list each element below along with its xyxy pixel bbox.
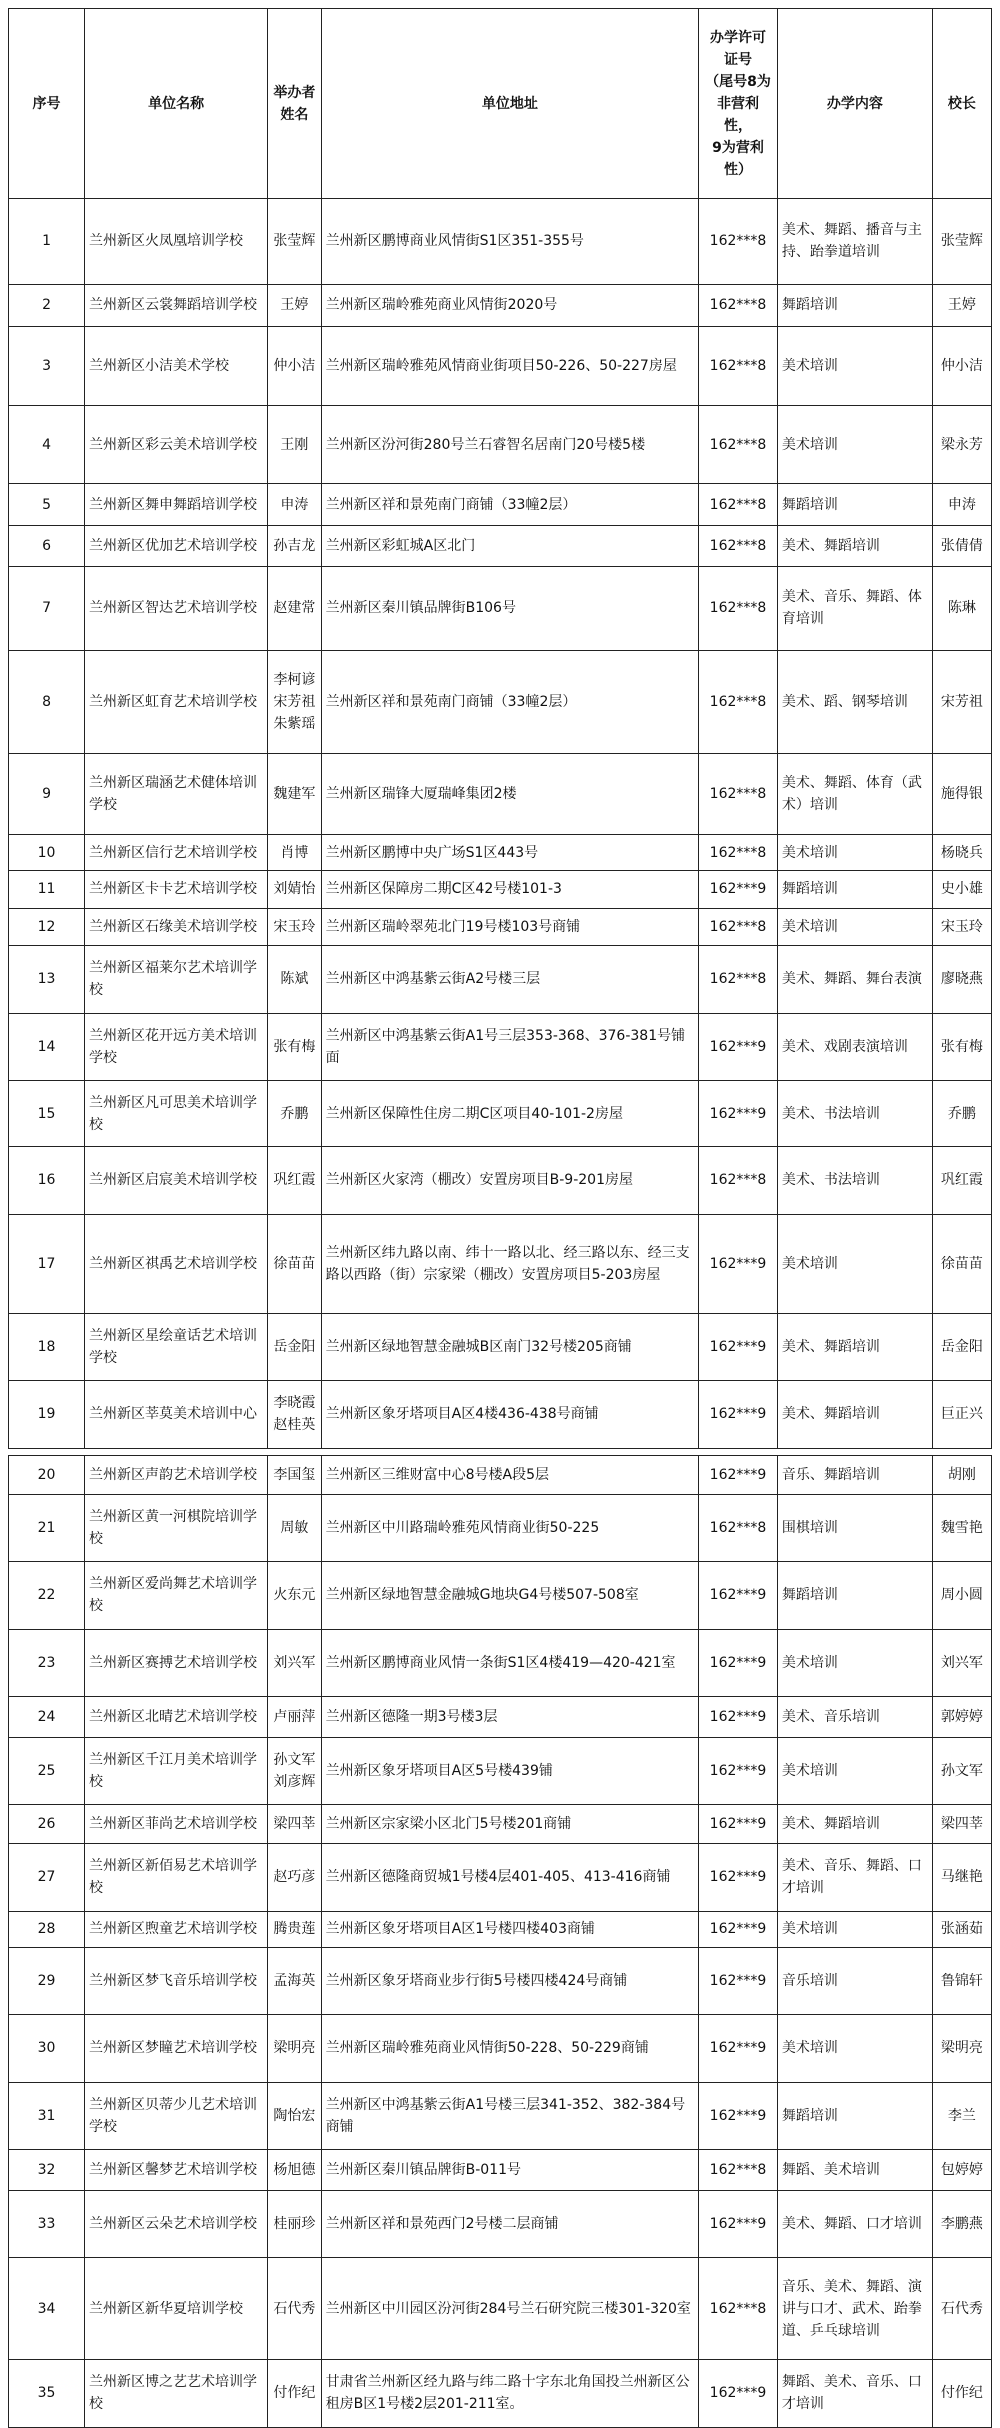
school-address: 兰州新区象牙塔项目A区4楼436-438号商铺 <box>321 1381 698 1449</box>
teaching-content: 舞蹈培训 <box>777 871 932 909</box>
table-row <box>9 835 992 871</box>
teaching-content: 音乐、舞蹈培训 <box>777 1455 932 1494</box>
teaching-content: 音乐、美术、舞蹈、演讲与口才、武术、跆拳道、乒乓球培训 <box>777 2258 932 2360</box>
row-number: 24 <box>9 1697 85 1738</box>
header-no: 序号 <box>9 9 85 199</box>
school-name: 兰州新区博之艺艺术培训学校 <box>85 2360 268 2428</box>
license-number: 162***9 <box>699 1381 778 1449</box>
school-address: 兰州新区祥和景苑南门商铺（33幢2层） <box>321 650 698 754</box>
license-number: 162***9 <box>699 1214 778 1313</box>
teaching-content: 美术、舞蹈培训 <box>777 1805 932 1844</box>
school-name: 兰州新区小洁美术学校 <box>85 326 268 406</box>
organizer-name: 付作纪 <box>268 2360 322 2428</box>
school-address: 兰州新区宗家梁小区北门5号楼201商铺 <box>321 1805 698 1844</box>
school-address: 兰州新区火家湾（棚改）安置房项目B-9-201房屋 <box>321 1147 698 1215</box>
principal-name: 鲁锦轩 <box>932 1947 991 2015</box>
principal-name: 廖晓燕 <box>932 946 991 1014</box>
school-name: 兰州新区莘莫美术培训中心 <box>85 1381 268 1449</box>
license-number: 162***8 <box>699 484 778 526</box>
principal-name: 岳金阳 <box>932 1313 991 1381</box>
license-number: 162***8 <box>699 526 778 567</box>
license-number: 162***9 <box>699 1013 778 1081</box>
license-number: 162***8 <box>699 199 778 285</box>
school-address: 兰州新区中鸿基紫云街A2号楼三层 <box>321 946 698 1014</box>
school-name: 兰州新区黄一河棋院培训学校 <box>85 1494 268 1562</box>
license-number: 162***8 <box>699 284 778 326</box>
principal-name: 仲小洁 <box>932 326 991 406</box>
table-row <box>9 2360 992 2428</box>
row-number: 7 <box>9 566 85 650</box>
principal-name: 张莹辉 <box>932 199 991 285</box>
license-number: 162***8 <box>699 1494 778 1562</box>
row-number: 27 <box>9 1844 85 1912</box>
school-name: 兰州新区舞申舞蹈培训学校 <box>85 484 268 526</box>
row-number: 15 <box>9 1081 85 1147</box>
table-row <box>9 2150 992 2191</box>
license-number: 162***9 <box>699 1737 778 1805</box>
license-number: 162***8 <box>699 326 778 406</box>
school-name: 兰州新区瑞涵艺术健体培训学校 <box>85 754 268 835</box>
table-row <box>9 650 992 754</box>
organizer-name: 桂丽珍 <box>268 2190 322 2258</box>
teaching-content: 舞蹈、美术培训 <box>777 2150 932 2191</box>
school-name: 兰州新区福莱尔艺术培训学校 <box>85 946 268 1014</box>
school-name: 兰州新区火凤凰培训学校 <box>85 199 268 285</box>
table-gap <box>9 1448 992 1455</box>
teaching-content: 美术培训 <box>777 1214 932 1313</box>
organizer-name: 周敏 <box>268 1494 322 1562</box>
principal-name: 魏雪艳 <box>932 1494 991 1562</box>
school-name: 兰州新区煦童艺术培训学校 <box>85 1911 268 1947</box>
teaching-content: 美术、戏剧表演培训 <box>777 1013 932 1081</box>
license-number: 162***9 <box>699 1313 778 1381</box>
organizer-name: 张莹辉 <box>268 199 322 285</box>
license-number: 162***8 <box>699 2258 778 2360</box>
row-number: 11 <box>9 871 85 909</box>
row-number: 35 <box>9 2360 85 2428</box>
table-row <box>9 566 992 650</box>
table-row <box>9 1494 992 1562</box>
principal-name: 梁四莘 <box>932 1805 991 1844</box>
table-row <box>9 406 992 484</box>
row-number: 10 <box>9 835 85 871</box>
license-number: 162***9 <box>699 1844 778 1912</box>
row-number: 34 <box>9 2258 85 2360</box>
organizer-name: 赵建常 <box>268 566 322 650</box>
schools-table-wrapper <box>8 8 992 2428</box>
table-row <box>9 484 992 526</box>
school-address: 兰州新区秦川镇品牌街B-011号 <box>321 2150 698 2191</box>
organizer-name: 李晓霞 赵桂英 <box>268 1381 322 1449</box>
row-number: 12 <box>9 908 85 946</box>
principal-name: 王婷 <box>932 284 991 326</box>
license-number: 162***9 <box>699 1455 778 1494</box>
license-number: 162***9 <box>699 2190 778 2258</box>
organizer-name: 杨旭德 <box>268 2150 322 2191</box>
school-name: 兰州新区祺禹艺术培训学校 <box>85 1214 268 1313</box>
school-address: 兰州新区祥和景苑西门2号楼二层商铺 <box>321 2190 698 2258</box>
license-number: 162***9 <box>699 1629 778 1697</box>
principal-name: 申涛 <box>932 484 991 526</box>
table-row <box>9 1697 992 1738</box>
table-row <box>9 1313 992 1381</box>
organizer-name: 孙文军 刘彦辉 <box>268 1737 322 1805</box>
license-number: 162***8 <box>699 946 778 1014</box>
header-principal: 校长 <box>932 9 991 199</box>
license-number: 162***9 <box>699 1081 778 1147</box>
teaching-content: 美术培训 <box>777 1737 932 1805</box>
teaching-content: 美术、舞蹈培训 <box>777 1381 932 1449</box>
principal-name: 宋玉玲 <box>932 908 991 946</box>
row-number: 19 <box>9 1381 85 1449</box>
table-row <box>9 1081 992 1147</box>
table-row <box>9 946 992 1014</box>
school-name: 兰州新区千江月美术培训学校 <box>85 1737 268 1805</box>
teaching-content: 围棋培训 <box>777 1494 932 1562</box>
teaching-content: 美术、书法培训 <box>777 1147 932 1215</box>
principal-name: 梁永芳 <box>932 406 991 484</box>
table-row <box>9 1911 992 1947</box>
teaching-content: 美术培训 <box>777 908 932 946</box>
organizer-name: 刘婧怡 <box>268 871 322 909</box>
school-address: 甘肃省兰州新区经九路与纬二路十字东北角国投兰州新区公租房B区1号楼2层201-211室。 <box>321 2360 698 2428</box>
row-number: 5 <box>9 484 85 526</box>
school-name: 兰州新区星绘童话艺术培训学校 <box>85 1313 268 1381</box>
row-number: 32 <box>9 2150 85 2191</box>
teaching-content: 舞蹈培训 <box>777 284 932 326</box>
teaching-content: 美术培训 <box>777 406 932 484</box>
license-number: 162***8 <box>699 835 778 871</box>
teaching-content: 美术、蹈、钢琴培训 <box>777 650 932 754</box>
school-address: 兰州新区秦川镇品牌街B106号 <box>321 566 698 650</box>
school-address: 兰州新区绿地智慧金融城B区南门32号楼205商铺 <box>321 1313 698 1381</box>
school-name: 兰州新区优加艺术培训学校 <box>85 526 268 567</box>
table-row <box>9 526 992 567</box>
organizer-name: 申涛 <box>268 484 322 526</box>
principal-name: 张涵茹 <box>932 1911 991 1947</box>
school-address: 兰州新区瑞岭翠苑北门19号楼103号商铺 <box>321 908 698 946</box>
school-address: 兰州新区瑞岭雅苑商业风情街50-228、50-229商铺 <box>321 2015 698 2083</box>
principal-name: 杨晓兵 <box>932 835 991 871</box>
schools-table <box>8 8 992 2428</box>
row-number: 20 <box>9 1455 85 1494</box>
license-number: 162***8 <box>699 566 778 650</box>
school-address: 兰州新区彩虹城A区北门 <box>321 526 698 567</box>
table-row <box>9 871 992 909</box>
organizer-name: 梁明亮 <box>268 2015 322 2083</box>
principal-name: 徐苗苗 <box>932 1214 991 1313</box>
table-row <box>9 1562 992 1630</box>
row-number: 17 <box>9 1214 85 1313</box>
school-address: 兰州新区鹏博商业风情一条街S1区4楼419—420-421室 <box>321 1629 698 1697</box>
row-number: 13 <box>9 946 85 1014</box>
license-number: 162***8 <box>699 650 778 754</box>
principal-name: 乔鹏 <box>932 1081 991 1147</box>
row-number: 2 <box>9 284 85 326</box>
teaching-content: 美术、舞蹈、舞台表演 <box>777 946 932 1014</box>
license-number: 162***9 <box>699 2082 778 2150</box>
school-name: 兰州新区菲尚艺术培训学校 <box>85 1805 268 1844</box>
teaching-content: 美术、舞蹈培训 <box>777 526 932 567</box>
teaching-content: 美术、书法培训 <box>777 1081 932 1147</box>
principal-name: 付作纪 <box>932 2360 991 2428</box>
table-row <box>9 1381 992 1449</box>
page-break-row <box>9 1448 992 1455</box>
table-row <box>9 1147 992 1215</box>
table-row <box>9 2082 992 2150</box>
organizer-name: 梁四莘 <box>268 1805 322 1844</box>
organizer-name: 卢丽萍 <box>268 1697 322 1738</box>
organizer-name: 宋玉玲 <box>268 908 322 946</box>
license-number: 162***8 <box>699 754 778 835</box>
license-number: 162***9 <box>699 1697 778 1738</box>
school-name: 兰州新区馨梦艺术培训学校 <box>85 2150 268 2191</box>
school-address: 兰州新区象牙塔项目A区5号楼439铺 <box>321 1737 698 1805</box>
table-row <box>9 1844 992 1912</box>
license-number: 162***8 <box>699 406 778 484</box>
school-name: 兰州新区赛搏艺术培训学校 <box>85 1629 268 1697</box>
school-name: 兰州新区爱尚舞艺术培训学校 <box>85 1562 268 1630</box>
school-name: 兰州新区梦飞音乐培训学校 <box>85 1947 268 2015</box>
teaching-content: 美术、舞蹈、体育（武术）培训 <box>777 754 932 835</box>
organizer-name: 陈斌 <box>268 946 322 1014</box>
teaching-content: 舞蹈培训 <box>777 2082 932 2150</box>
table-row <box>9 326 992 406</box>
principal-name: 巩红霞 <box>932 1147 991 1215</box>
table-row <box>9 908 992 946</box>
school-name: 兰州新区虹育艺术培训学校 <box>85 650 268 754</box>
table-body-part1 <box>9 199 992 1449</box>
row-number: 23 <box>9 1629 85 1697</box>
school-address: 兰州新区瑞岭雅苑风情商业街项目50-226、50-227房屋 <box>321 326 698 406</box>
table-row <box>9 2258 992 2360</box>
table-row <box>9 2190 992 2258</box>
organizer-name: 岳金阳 <box>268 1313 322 1381</box>
table-body-part2 <box>9 1455 992 2427</box>
school-name: 兰州新区石缘美术培训学校 <box>85 908 268 946</box>
school-address: 兰州新区中鸿基紫云街A1号三层353-368、376-381号铺面 <box>321 1013 698 1081</box>
license-number: 162***9 <box>699 1947 778 2015</box>
school-address: 兰州新区象牙塔商业步行街5号楼四楼424号商铺 <box>321 1947 698 2015</box>
organizer-name: 腾贵莲 <box>268 1911 322 1947</box>
teaching-content: 美术培训 <box>777 1911 932 1947</box>
school-address: 兰州新区鹏博商业风情街S1区351-355号 <box>321 199 698 285</box>
principal-name: 孙文军 <box>932 1737 991 1805</box>
header-name: 单位名称 <box>85 9 268 199</box>
license-number: 162***9 <box>699 1911 778 1947</box>
school-name: 兰州新区彩云美术培训学校 <box>85 406 268 484</box>
teaching-content: 舞蹈、美术、音乐、口才培训 <box>777 2360 932 2428</box>
organizer-name: 陶怡宏 <box>268 2082 322 2150</box>
license-number: 162***9 <box>699 1805 778 1844</box>
organizer-name: 肖博 <box>268 835 322 871</box>
principal-name: 张有梅 <box>932 1013 991 1081</box>
organizer-name: 巩红霞 <box>268 1147 322 1215</box>
school-address: 兰州新区纬九路以南、纬十一路以北、经三路以东、经三支路以西路（街）宗家梁（棚改）安置房项目5-203房屋 <box>321 1214 698 1313</box>
school-address: 兰州新区保障房二期C区42号楼101-3 <box>321 871 698 909</box>
school-name: 兰州新区新佰易艺术培训学校 <box>85 1844 268 1912</box>
row-number: 14 <box>9 1013 85 1081</box>
organizer-name: 刘兴军 <box>268 1629 322 1697</box>
organizer-name: 赵巧彦 <box>268 1844 322 1912</box>
school-address: 兰州新区三维财富中心8号楼A段5层 <box>321 1455 698 1494</box>
row-number: 6 <box>9 526 85 567</box>
organizer-name: 孙吉龙 <box>268 526 322 567</box>
table-row <box>9 284 992 326</box>
principal-name: 李鹏燕 <box>932 2190 991 2258</box>
organizer-name: 仲小洁 <box>268 326 322 406</box>
row-number: 8 <box>9 650 85 754</box>
school-address: 兰州新区汾河街280号兰石睿智名居南门20号楼5楼 <box>321 406 698 484</box>
table-row <box>9 754 992 835</box>
organizer-name: 火东元 <box>268 1562 322 1630</box>
school-address: 兰州新区祥和景苑南门商铺（33幢2层） <box>321 484 698 526</box>
school-address: 兰州新区德隆商贸城1号楼4层401-405、413-416商铺 <box>321 1844 698 1912</box>
table-row <box>9 199 992 285</box>
row-number: 31 <box>9 2082 85 2150</box>
school-address: 兰州新区中川路瑞岭雅苑风情商业街50-225 <box>321 1494 698 1562</box>
organizer-name: 李国玺 <box>268 1455 322 1494</box>
row-number: 26 <box>9 1805 85 1844</box>
teaching-content: 美术、音乐、舞蹈、体育培训 <box>777 566 932 650</box>
school-name: 兰州新区凡可思美术培训学校 <box>85 1081 268 1147</box>
organizer-name: 王婷 <box>268 284 322 326</box>
header-license: 办学许可 证号 （尾号8为 非营利性， 9为营利 性） <box>699 9 778 199</box>
teaching-content: 美术、舞蹈培训 <box>777 1313 932 1381</box>
header-content: 办学内容 <box>777 9 932 199</box>
school-address: 兰州新区鹏博中央广场S1区443号 <box>321 835 698 871</box>
organizer-name: 孟海英 <box>268 1947 322 2015</box>
principal-name: 巨正兴 <box>932 1381 991 1449</box>
row-number: 29 <box>9 1947 85 2015</box>
row-number: 22 <box>9 1562 85 1630</box>
principal-name: 陈琳 <box>932 566 991 650</box>
row-number: 28 <box>9 1911 85 1947</box>
school-name: 兰州新区北晴艺术培训学校 <box>85 1697 268 1738</box>
teaching-content: 美术培训 <box>777 2015 932 2083</box>
header-organizer: 举办者 姓名 <box>268 9 322 199</box>
teaching-content: 美术培训 <box>777 1629 932 1697</box>
row-number: 18 <box>9 1313 85 1381</box>
organizer-name: 乔鹏 <box>268 1081 322 1147</box>
principal-name: 郭婷婷 <box>932 1697 991 1738</box>
teaching-content: 舞蹈培训 <box>777 1562 932 1630</box>
row-number: 33 <box>9 2190 85 2258</box>
school-name: 兰州新区新华夏培训学校 <box>85 2258 268 2360</box>
teaching-content: 美术、舞蹈、口才培训 <box>777 2190 932 2258</box>
table-row <box>9 1947 992 2015</box>
table-row <box>9 2015 992 2083</box>
teaching-content: 美术培训 <box>777 835 932 871</box>
principal-name: 李兰 <box>932 2082 991 2150</box>
table-header-row <box>9 9 992 199</box>
teaching-content: 美术、音乐培训 <box>777 1697 932 1738</box>
principal-name: 胡刚 <box>932 1455 991 1494</box>
table-row <box>9 1737 992 1805</box>
principal-name: 马继艳 <box>932 1844 991 1912</box>
principal-name: 石代秀 <box>932 2258 991 2360</box>
license-number: 162***9 <box>699 2015 778 2083</box>
row-number: 25 <box>9 1737 85 1805</box>
teaching-content: 美术、音乐、舞蹈、口才培训 <box>777 1844 932 1912</box>
license-number: 162***9 <box>699 871 778 909</box>
row-number: 1 <box>9 199 85 285</box>
school-name: 兰州新区梦瞳艺术培训学校 <box>85 2015 268 2083</box>
principal-name: 包婷婷 <box>932 2150 991 2191</box>
school-name: 兰州新区声韵艺术培训学校 <box>85 1455 268 1494</box>
school-address: 兰州新区中川园区汾河街284号兰石研究院三楼301-320室 <box>321 2258 698 2360</box>
school-name: 兰州新区信行艺术培训学校 <box>85 835 268 871</box>
row-number: 3 <box>9 326 85 406</box>
teaching-content: 舞蹈培训 <box>777 484 932 526</box>
table-row <box>9 1629 992 1697</box>
school-name: 兰州新区花开远方美术培训学校 <box>85 1013 268 1081</box>
teaching-content: 美术、舞蹈、播音与主持、跆拳道培训 <box>777 199 932 285</box>
school-address: 兰州新区保障性住房二期C区项目40-101-2房屋 <box>321 1081 698 1147</box>
organizer-name: 张有梅 <box>268 1013 322 1081</box>
school-name: 兰州新区启宸美术培训学校 <box>85 1147 268 1215</box>
school-address: 兰州新区绿地智慧金融城G地块G4号楼507-508室 <box>321 1562 698 1630</box>
header-address: 单位地址 <box>321 9 698 199</box>
school-name: 兰州新区云裳舞蹈培训学校 <box>85 284 268 326</box>
table-row <box>9 1455 992 1494</box>
row-number: 21 <box>9 1494 85 1562</box>
license-number: 162***8 <box>699 2150 778 2191</box>
school-address: 兰州新区瑞岭雅苑商业风情街2020号 <box>321 284 698 326</box>
principal-name: 施得银 <box>932 754 991 835</box>
school-address: 兰州新区德隆一期3号楼3层 <box>321 1697 698 1738</box>
organizer-name: 石代秀 <box>268 2258 322 2360</box>
license-number: 162***8 <box>699 1147 778 1215</box>
table-row <box>9 1214 992 1313</box>
organizer-name: 李柯谚 宋芳祖 朱紫瑶 <box>268 650 322 754</box>
school-address: 兰州新区瑞锋大厦瑞峰集团2楼 <box>321 754 698 835</box>
row-number: 16 <box>9 1147 85 1215</box>
table-row <box>9 1013 992 1081</box>
principal-name: 刘兴军 <box>932 1629 991 1697</box>
organizer-name: 魏建军 <box>268 754 322 835</box>
school-address: 兰州新区象牙塔项目A区1号楼四楼403商铺 <box>321 1911 698 1947</box>
organizer-name: 王刚 <box>268 406 322 484</box>
school-name: 兰州新区卡卡艺术培训学校 <box>85 871 268 909</box>
principal-name: 张倩倩 <box>932 526 991 567</box>
table-row <box>9 1805 992 1844</box>
license-number: 162***9 <box>699 2360 778 2428</box>
school-name: 兰州新区贝蒂少儿艺术培训学校 <box>85 2082 268 2150</box>
page-break-cell <box>9 1448 992 1455</box>
license-number: 162***9 <box>699 1562 778 1630</box>
teaching-content: 音乐培训 <box>777 1947 932 2015</box>
principal-name: 史小雄 <box>932 871 991 909</box>
teaching-content: 美术培训 <box>777 326 932 406</box>
school-name: 兰州新区云朵艺术培训学校 <box>85 2190 268 2258</box>
principal-name: 宋芳祖 <box>932 650 991 754</box>
license-number: 162***8 <box>699 908 778 946</box>
principal-name: 周小圆 <box>932 1562 991 1630</box>
row-number: 30 <box>9 2015 85 2083</box>
school-address: 兰州新区中鸿基紫云街A1号楼三层341-352、382-384号商铺 <box>321 2082 698 2150</box>
organizer-name: 徐苗苗 <box>268 1214 322 1313</box>
row-number: 4 <box>9 406 85 484</box>
principal-name: 梁明亮 <box>932 2015 991 2083</box>
school-name: 兰州新区智达艺术培训学校 <box>85 566 268 650</box>
row-number: 9 <box>9 754 85 835</box>
